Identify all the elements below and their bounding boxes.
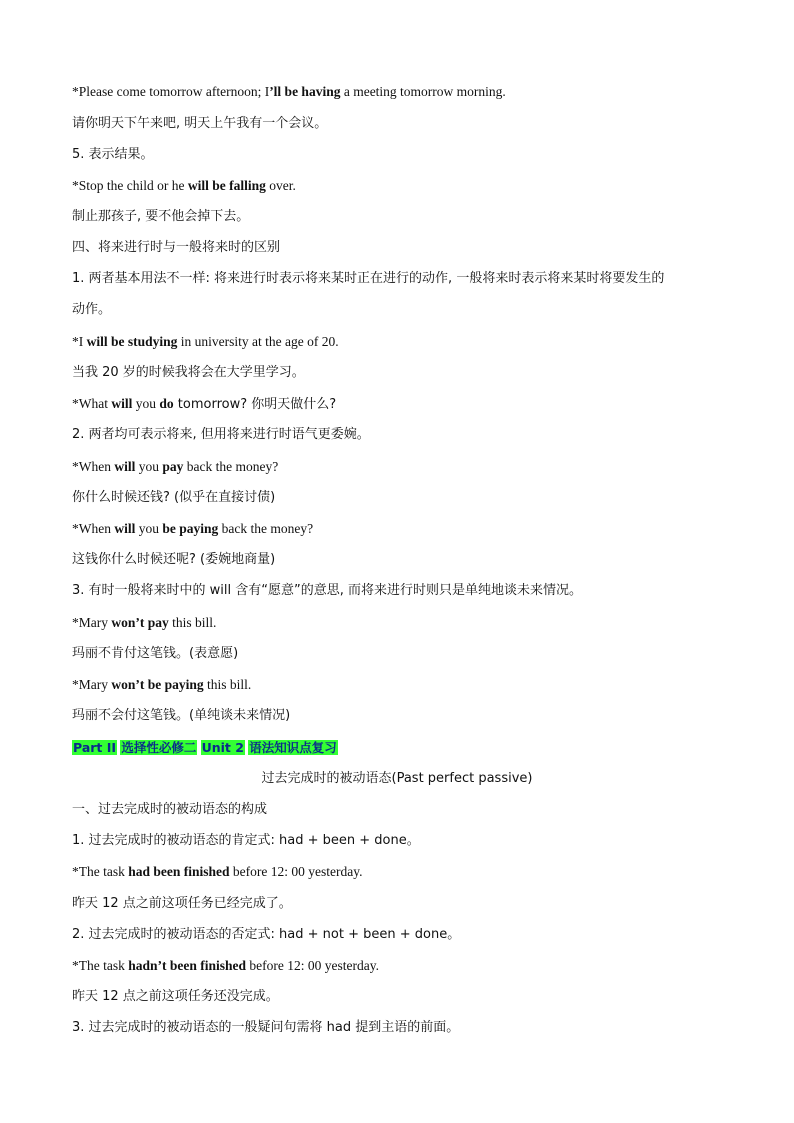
translation: 请你明天下午来吧, 明天上午我有一个会议。 — [72, 116, 328, 131]
topic-label: 语法知识点复习 — [249, 740, 337, 755]
translation: 当我 20 岁的时候我将会在大学里学习。 — [72, 365, 305, 380]
example-sentence: *I will be studying in university at the age of 20. — [72, 334, 339, 349]
example-sentence: *Stop the child or he will be falling over. — [72, 178, 296, 193]
rule-text-continued: 动作。 — [72, 302, 112, 317]
rule-text: 1. 两者基本用法不一样: 将来进行时表示将来某时正在进行的动作, 一般将来时表示将来某时将要发生的 — [72, 271, 665, 286]
translation: 昨天 12 点之前这项任务还没完成。 — [72, 989, 279, 1004]
course-label: 选择性必修二 — [121, 740, 197, 755]
example-sentence: *The task had been finished before 12: 00 yesterday. — [72, 864, 363, 879]
part-heading — [72, 739, 724, 757]
example-sentence: *Please come tomorrow afternoon; I’ll be having a meeting tomorrow morning. — [72, 84, 506, 99]
rule-text: 2. 过去完成时的被动语态的否定式: had + not + been + done。 — [72, 927, 461, 942]
rule-text: 2. 两者均可表示将来, 但用将来进行时语气更委婉。 — [72, 427, 370, 442]
topic-title: 过去完成时的被动语态(Past perfect passive) — [261, 771, 533, 786]
unit-label: Unit 2 — [201, 740, 244, 755]
example-sentence: *The task hadn’t been finished before 12: 00 yesterday. — [72, 958, 379, 973]
part-label: Part II — [73, 740, 117, 755]
translation: 玛丽不会付这笔钱。(单纯谈未来情况) — [72, 708, 291, 723]
rule-text: 1. 过去完成时的被动语态的肯定式: had + been + done。 — [72, 833, 420, 848]
example-sentence: *When will you be paying back the money? — [72, 521, 314, 536]
rule-heading: 5. 表示结果。 — [72, 147, 154, 162]
translation: 玛丽不肯付这笔钱。(表意愿) — [72, 646, 239, 661]
translation: 制止那孩子, 要不他会掉下去。 — [72, 209, 250, 224]
translation: 昨天 12 点之前这项任务已经完成了。 — [72, 896, 292, 911]
translation: 你什么时候还钱? (似乎在直接讨债) — [72, 490, 276, 505]
rule-text: 3. 有时一般将来时中的 will 含有“愿意”的意思, 而将来进行时则只是单纯地谈未来情况。 — [72, 583, 583, 598]
example-sentence: *When will you pay back the money? — [72, 459, 279, 474]
section-heading: 四、将来进行时与一般将来时的区别 — [72, 240, 281, 255]
example-sentence: *Mary won’t pay this bill. — [72, 615, 217, 630]
example-sentence: *Mary won’t be paying this bill. — [72, 677, 252, 692]
rule-text: 3. 过去完成时的被动语态的一般疑问句需将 had 提到主语的前面。 — [72, 1020, 460, 1035]
example-sentence: *What will you do tomorrow? 你明天做什么? — [72, 396, 337, 412]
translation: 这钱你什么时候还呢? (委婉地商量) — [72, 552, 276, 567]
section-heading: 一、过去完成时的被动语态的构成 — [72, 802, 268, 817]
